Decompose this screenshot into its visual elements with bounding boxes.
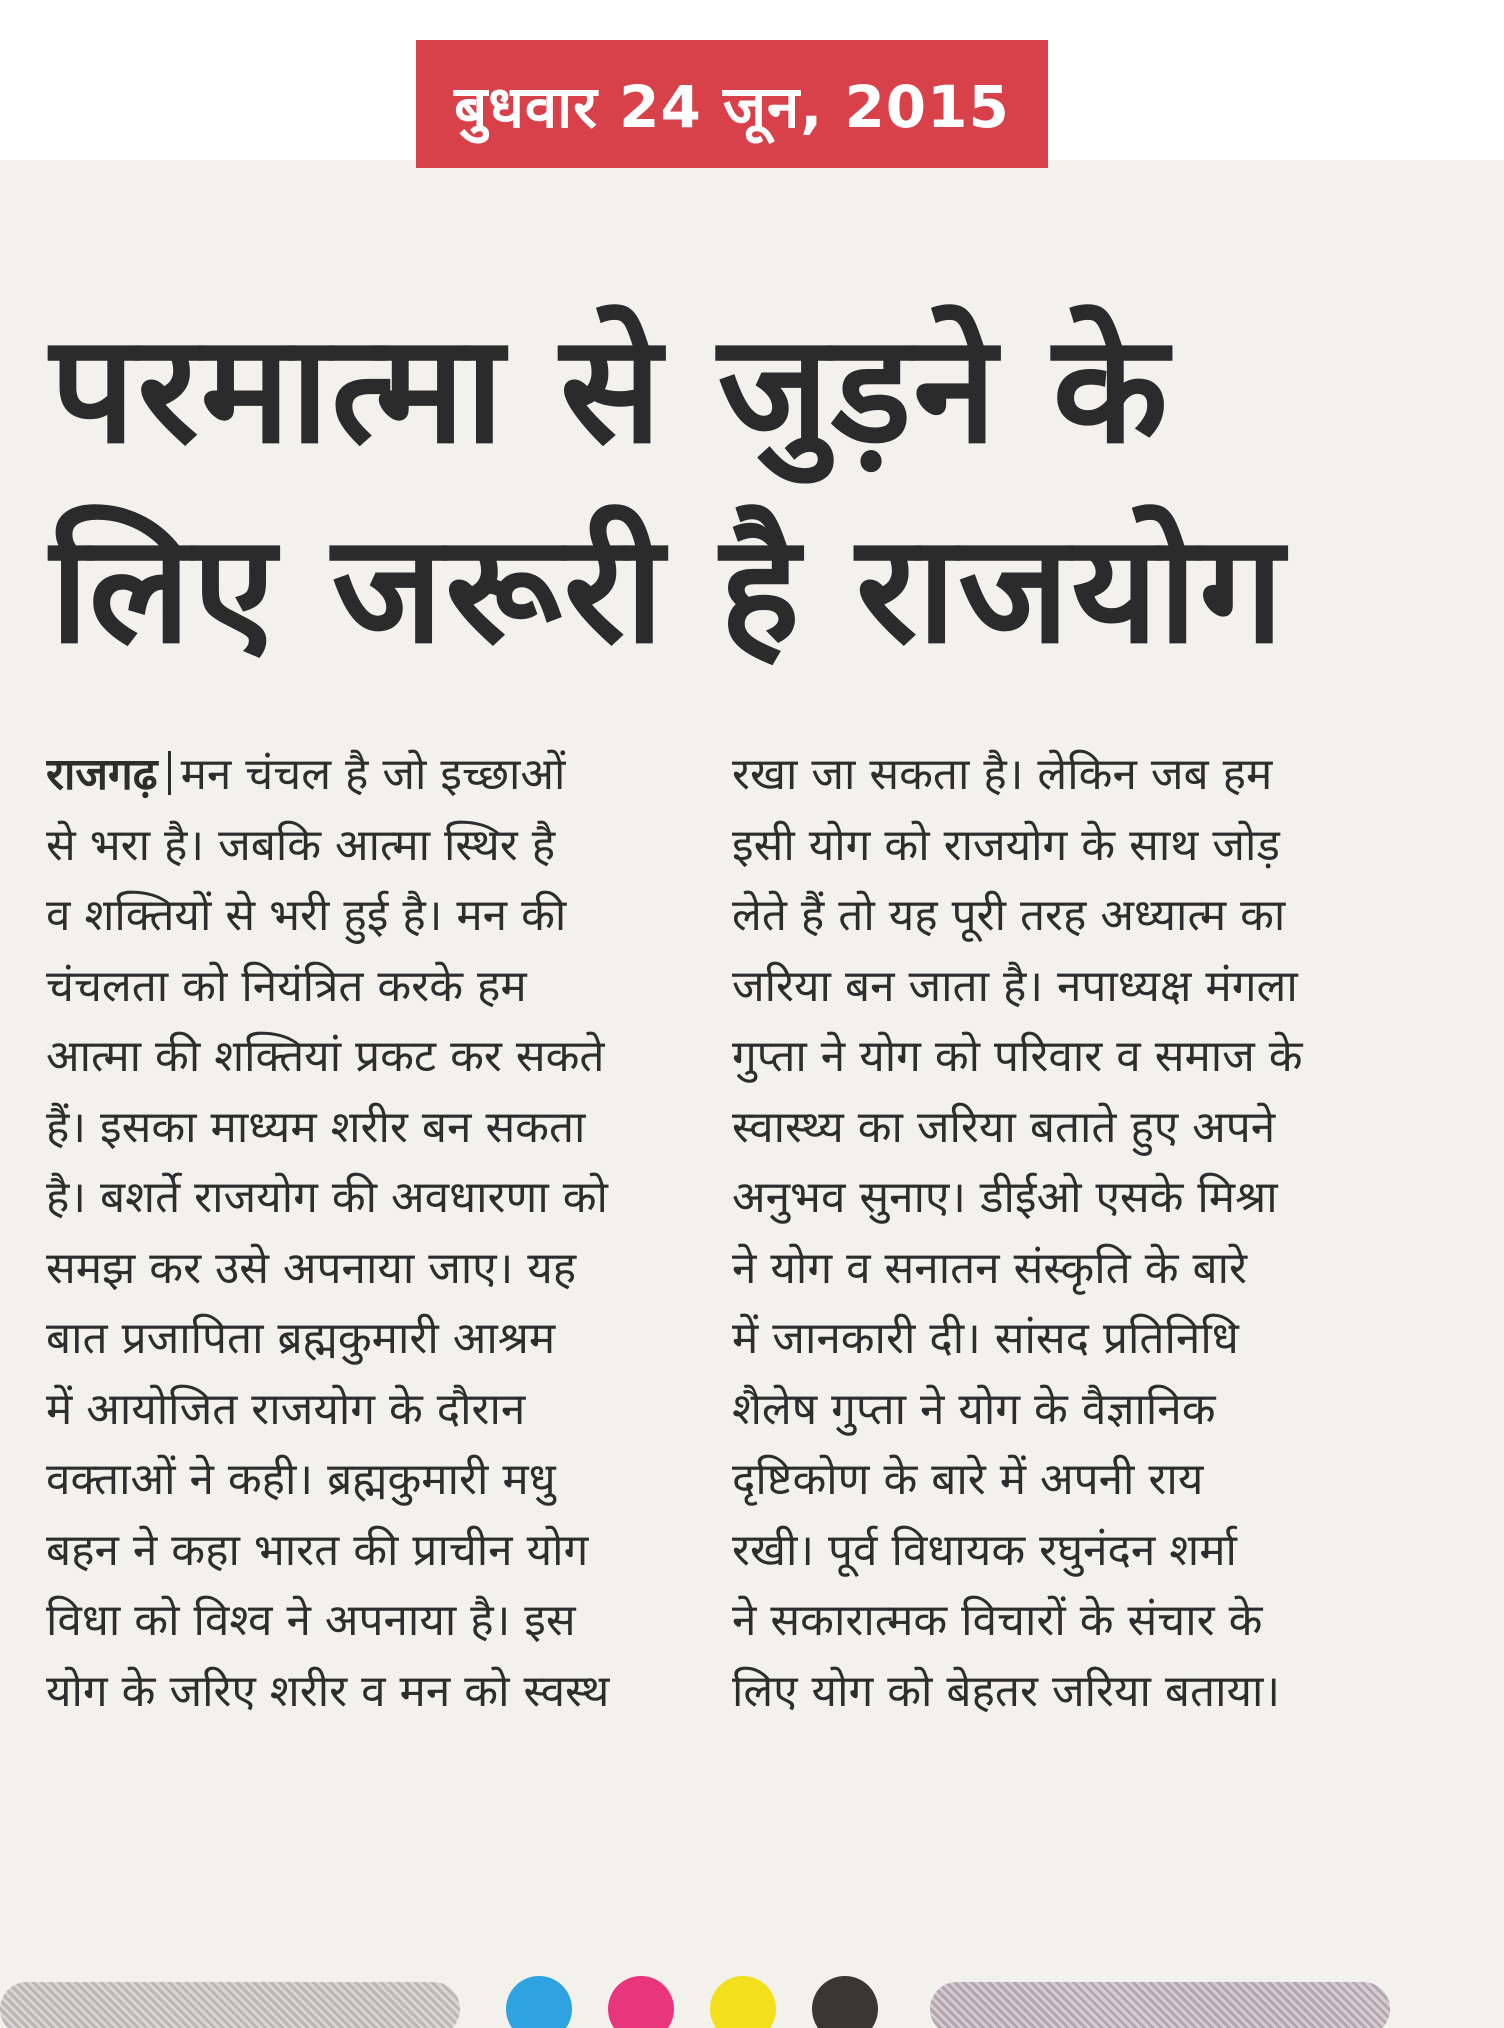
dateline: राजगढ़ [46,749,158,800]
article-line: में जानकारी दी। सांसद प्रतिनिधि [732,1313,1239,1364]
article-line: ने योग व सनातन संस्कृति के बारे [732,1242,1247,1294]
article-line: बात प्रजापिता ब्रह्मकुमारी आश्रम [46,1313,556,1364]
dateline-separator [168,751,171,795]
article-line: विधा को विश्व ने अपनाया है। इस [46,1595,576,1646]
article-line: स्वास्थ्य का जरिया बताते हुए अपने [732,1101,1276,1153]
article-line: राजगढ़ मन चंचल है जो इच्छाओं [46,749,566,800]
article-line: से भरा है। जबकि आत्मा स्थिर है [46,819,556,871]
registration-bar-right [930,1982,1390,2028]
article-line: रखी। पूर्व विधायक रघुनंदन शर्मा [732,1524,1237,1576]
article-line: जरिया बन जाता है। नपाध्यक्ष मंगला [732,960,1298,1012]
headline-line-2: लिए जरूरी है राजयोग [50,503,1286,677]
article-line: रखा जा सकता है। लेकिन जब हम [732,749,1273,800]
print-registration-marks [0,1970,1504,2028]
article-line: समझ कर उसे अपनाया जाए। यह [46,1242,577,1294]
article-column-left [46,740,676,1727]
article-line: है। बशर्ते राजयोग की अवधारणा को [46,1172,608,1223]
article-line: वक्ताओं ने कही। ब्रह्मकुमारी मधु [46,1454,556,1505]
cyan-dot [506,1976,572,2028]
article-line: ने सकारात्मक विचारों के संचार के [732,1595,1263,1646]
article-line: शैलेष गुप्ता ने योग के वैज्ञानिक [732,1383,1216,1435]
article-line: इसी योग को राजयोग के साथ जोड़ [732,819,1280,871]
article-line: अनुभव सुनाए। डीईओ एसके मिश्रा [732,1172,1278,1223]
article-line: व शक्तियों से भरी हुई है। मन की [46,890,567,941]
article-line: दृष्टिकोण के बारे में अपनी राय [732,1454,1204,1505]
article-line: योग के जरिए शरीर व मन को स्वस्थ [46,1665,610,1717]
article-line: में आयोजित राजयोग के दौरान [46,1383,526,1435]
article-line: बहन ने कहा भारत की प्राचीन योग [46,1524,589,1576]
black-dot [812,1976,878,2028]
registration-bar-left [0,1982,460,2028]
date-banner: बुधवार 24 जून, 2015 [416,40,1048,168]
article-clipping [0,160,1504,2028]
headline [50,290,1350,690]
article-line: लेते हैं तो यह पूरी तरह अध्यात्म का [732,890,1286,941]
magenta-dot [608,1976,674,2028]
article-line: आत्मा की शक्तियां प्रकट कर सकते [46,1031,605,1082]
article-line: चंचलता को नियंत्रित करके हम [46,960,527,1012]
article-line: लिए योग को बेहतर जरिया बताया। [732,1665,1281,1717]
headline-line-1: परमात्मा से जुड़ने के [50,303,1170,477]
article-line: हैं। इसका माध्यम शरीर बन सकता [46,1101,586,1153]
yellow-dot [710,1976,776,2028]
article-line: गुप्ता ने योग को परिवार व समाज के [732,1031,1303,1082]
article-column-right [732,740,1362,1727]
